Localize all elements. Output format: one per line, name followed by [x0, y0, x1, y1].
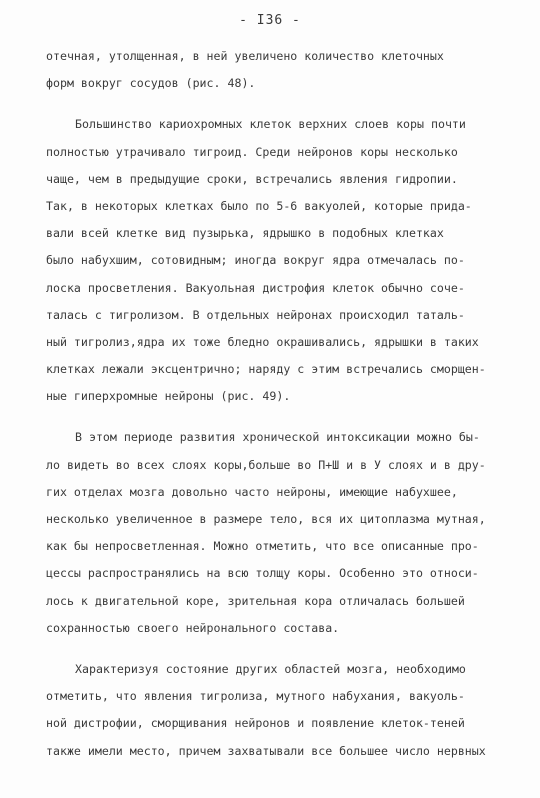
text-line: как бы непросветленная. Можно отметить, что все описанные про- — [46, 539, 479, 554]
paragraph-3 — [46, 424, 508, 642]
text-line: ло видеть во всех слоях коры,больше во П+Ш и в У слоях и в дру- — [46, 457, 486, 472]
text-line: ные гиперхромные нейроны (рис. 49). — [46, 389, 291, 404]
text-line: несколько увеличенное в размере тело, вся их цитоплазма мутная, — [46, 512, 486, 526]
page-number: - I36 - — [239, 13, 301, 28]
text-line: отечная, утолщенная, в ней увеличено количество клеточных — [46, 49, 444, 63]
text-line: талась с тигролизом. В отдельных нейронах происходил таталь- — [46, 307, 465, 322]
text-line: было набухшим, сотовидным; иногда вокруг ядра отмечалась по- — [46, 253, 465, 268]
text-line: чаще, чем в предыдущие сроки, встречались явления гидропии. — [46, 171, 458, 186]
text-line: отметить, что явления тигролиза, мутного набухания, вакуоль- — [46, 689, 465, 704]
paragraph-4 — [46, 656, 508, 765]
text-line: лось к двигательной коре, зрительная кора отличалась большей — [46, 593, 465, 608]
text-line: Так, в некоторых клетках было по 5-6 вакуолей, которые прида- — [46, 198, 472, 213]
text-line: также имели место, причем захватывали все большее число нервных — [46, 743, 486, 758]
text-line: Характеризуя состояние других областей мозга, необходимо — [75, 661, 466, 676]
paragraph-1 — [46, 43, 508, 97]
text-line: клетках лежали эксцентрично; наряду с этим встречались сморщен- — [46, 362, 486, 377]
text-line: Большинство кариохромных клеток верхних слоев коры почти — [75, 117, 466, 132]
text-line: цессы распространялись на всю толщу коры. Особенно это относи- — [46, 566, 479, 581]
text-line: вали всей клетке вид пузырька, ядрышко в подобных клетках — [46, 226, 444, 241]
text-line: ный тигролиз,ядра их тоже бледно окрашивались, ядрышки в таких — [46, 334, 479, 349]
text-line: форм вокруг сосудов (рис. 48). — [46, 76, 256, 91]
body-text — [46, 43, 508, 779]
paragraph-2 — [46, 111, 508, 410]
text-line: гих отделах мозга довольно часто нейроны, имеющие набухшее, — [46, 484, 458, 499]
text-line: ной дистрофии, сморщивания нейронов и появление клеток-теней — [46, 716, 465, 731]
text-line: лоска просветления. Вакуольная дистрофия клеток обычно соче- — [46, 280, 465, 295]
text-line: сохранностью своего нейронального состава. — [46, 620, 340, 635]
text-line: В этом периоде развития хронической интоксикации можно бы- — [75, 430, 480, 445]
text-line: полностью утрачивало тигроид. Среди нейронов коры несколько — [46, 144, 458, 159]
